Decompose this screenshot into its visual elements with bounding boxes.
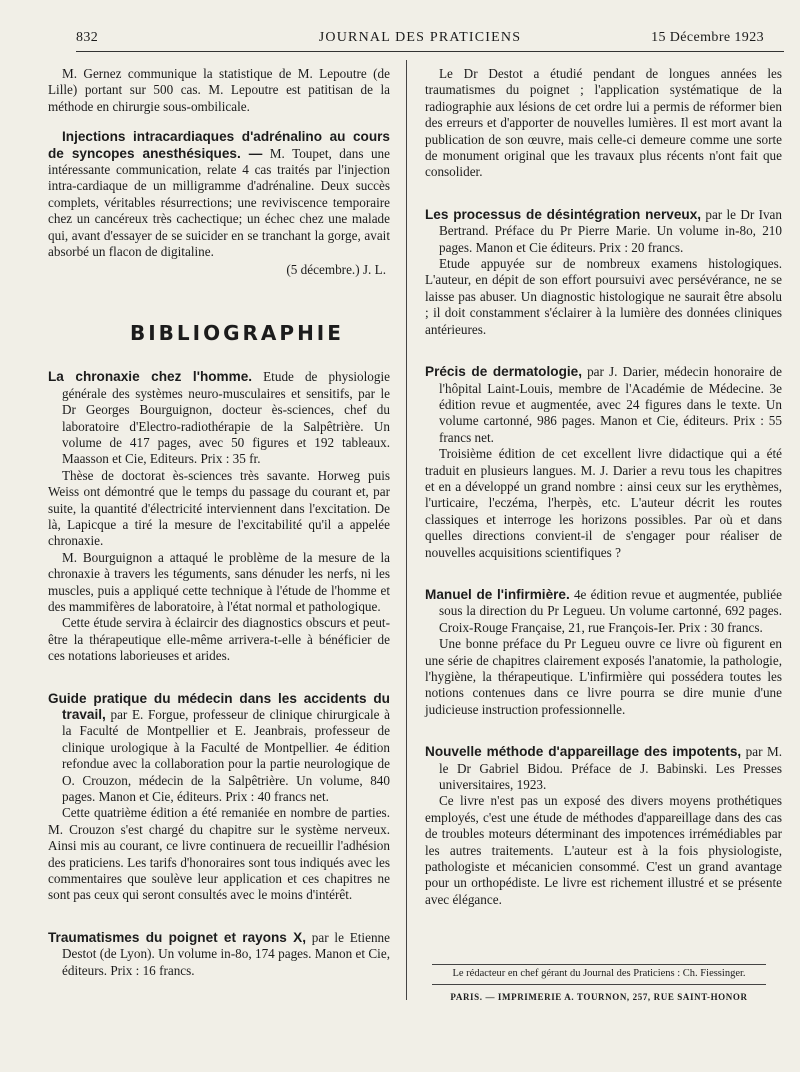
guide-title: Guide pratique du médecin dans les accidents du travail, xyxy=(48,690,390,722)
printer-line: PARIS. — IMPRIMERIE A. TOURNON, 257, RUE SAINT-HONOR xyxy=(450,992,748,1002)
manuel-ref-text: 4e édition revue et augmentée, publiée sous la direction du Pr Legueu. Un volume cartonné, 692 pages. Croix-Rouge Française, 21, rue François-Ier. Prix : 30 francs. xyxy=(439,586,782,635)
injections-text: M. Toupet, dans une intéressante communication, relate 4 cas traités par l'injection intra-cardiaque de un milligramme d'adrénaline. Deux succès complets, véritables résurrections; une reviviscence temporaire chez un cancéreux très cachectique; un échec chez une malade qui, avant d'essayer de se suicider en se tranchant la gorge, avait absorbé un flacon de digitaline. xyxy=(48,145,391,260)
page-header xyxy=(76,30,764,50)
footer-rule xyxy=(432,964,766,965)
traumatismes-reference xyxy=(48,930,390,979)
appareillage-review: Ce livre n'est pas un exposé des divers moyens prothétiques employés, c'est une étude de méthodes d'appareillage dans des cas de troubles moteurs déterminant des impotences irrémédiables par les autres traitements. L'auteur est à la fois physiologiste, pathologiste et mécanicien consommé. C'est un grand avantage pour un orthopédiste. Le livre est richement illustré et se présente avec élégance. xyxy=(425,793,782,907)
processus-review: Etude appuyée sur de nombreux examens histologiques. L'auteur, en dépit de son effort poursuivi avec persévérance, ne se laisse pas abuser. Un diagnostic histologique ne saurait être absolu ; il doit constamment s'éclairer à la lumière des données cliniques antérieures. xyxy=(425,256,782,337)
dermatologie-ref-text: par J. Darier, médecin honoraire de l'hôpital Laint-Louis, membre de l'Académie de Médecine. 3e édition revue et augmentée, avec 24 figures dans le texte. Un volume cartonné, 986 pages. Manon et Cie, éditeurs. Prix : 55 francs net. xyxy=(439,364,782,445)
appareillage-reference xyxy=(425,744,782,793)
gernez-paragraph: M. Gernez communique la statistique de M. Lepoutre (de Lille) portant sur 500 cas. M. Lepoutre est patitisan de la méthode en chirurgie sous-ombilicale. xyxy=(48,66,390,114)
traumatismes-title: Traumatismes du poignet et rayons X, xyxy=(48,929,306,945)
issue-date: 15 Décembre 1923 xyxy=(651,30,764,45)
dermatologie-title: Précis de dermatologie, xyxy=(425,364,582,380)
chronaxie-review-1: Thèse de doctorat ès-sciences très savante. Horweg puis Weiss ont démontré que le temps du passage du courant et, par suite, la quantité d'électricité interviennent dans l'excitation. De là, Lapicque a tiré la mesure de l'excitabilité qu'il a appelée chronaxie. xyxy=(48,467,390,549)
injections-title: Injections intracardiaques d'adrénalino au cours de syncopes anesthésiques. — xyxy=(48,129,390,161)
manuel-review: Une bonne préface du Pr Legueu ouvre ce livre où figurent en une série de chapitres clairement exposés l'anatomie, la pathologie, l'hygiène, la thérapeutique. L'infirmière qui possédera toutes les notions contenues dans ce livre pourra se dire munie d'une judicieuse instruction professionnelle. xyxy=(425,636,782,717)
journal-title: JOURNAL DES PRATICIENS xyxy=(318,30,522,45)
chronaxie-title: La chronaxie chez l'homme. xyxy=(48,369,253,385)
bibliographie-heading: BIBLIOGRAPHIE xyxy=(130,320,344,345)
processus-title: Les processus de désintégration nerveux, xyxy=(425,206,702,222)
guide-review: Cette quatrième édition a été remaniée en nombre de parties. M. Crouzon s'est chargé du chapitre sur le système nerveux. Ainsi mis au courant, ce livre continuera de recueillir l'adhésion des praticiens. Les tarifs d'honoraires sont tous indiqués avec les commentaires que soulève leur application et ces chapitres ne sont pas ceux qui seront consultés avec le moins d'intérêt. xyxy=(48,805,390,903)
processus-ref-text: par le Dr Ivan Bertrand. Préface du Pr Pierre Marie. Un volume in-8o, 210 pages. Manon et Cie éditeurs. Prix : 20 francs. xyxy=(439,206,783,255)
header-rule xyxy=(76,51,784,52)
left-column xyxy=(48,66,390,979)
chronaxie-reference xyxy=(48,369,390,467)
footer-rule-2 xyxy=(432,984,766,985)
manuel-title: Manuel de l'infirmière. xyxy=(425,586,570,602)
injections-entry xyxy=(48,129,390,260)
editor-line: Le rédacteur en chef gérant du Journal des Praticiens : Ch. Fiessinger. xyxy=(452,968,746,979)
signature: (5 décembre.) J. L. xyxy=(286,262,386,278)
guide-ref-text: par E. Forgue, professeur de clinique chirurgicale à la Faculté de Montpellier et E. Jeanbrais, professeur de clinique urologique à la Faculté de Montpellier. 4e édition refondue avec la collaboration pour la partie neurologique de O. Crouzon, médecin de la Salpêtrière. Un volume, 840 pages. Manon et Cie, éditeurs. Prix : 40 francs net. xyxy=(62,707,390,805)
destot-review: Le Dr Destot a étudié pendant de longues années les traumatismes du poignet ; l'application systématique de la radiographie aux lésions de cet ordre lui a permis de réformer bien des erreurs et d'apporter de nouvelles lumières. Il est mort avant la publication de son œuvre, mais celle-ci demeure comme une sorte de monument original que les travaux plus récents n'ont fait que consolider. xyxy=(425,66,782,180)
dermatologie-reference xyxy=(425,364,782,446)
chronaxie-review-2: M. Bourguignon a attaqué le problème de la mesure de la chronaxie à travers les téguments, sans dénuder les nerfs, ni les muscles, puis a appliqué cette technique à l'étude de l'homme et des mammifères de laboratoire, à l'état normal et pathologique. xyxy=(48,549,390,614)
dermatologie-review: Troisième édition de cet excellent livre didactique qui a été traduit en plusieurs langues. M. J. Darier a revu tous les chapitres et en a développé un grand nombre : ainsi ceux sur les erythèmes, l'urticaire, l'eczéma, l'herpès, etc. L'auteur décrit les routes classiques et interroge les horizons possibles. Par où et dans quelles directions convient-il de s'engager pour réaliser de nouvelles acquisitions scientifiques ? xyxy=(425,446,782,560)
appareillage-ref-text: par M. le Dr Gabriel Bidou. Préface de J. Babinski. Les Presses universitaires, 1923. xyxy=(439,744,782,793)
page-number: 832 xyxy=(76,30,99,45)
column-divider xyxy=(406,60,407,1000)
guide-reference xyxy=(48,691,390,806)
manuel-reference xyxy=(425,587,782,636)
traumatismes-ref-text: par le Etienne Destot (de Lyon). Un volume in-8o, 174 pages. Manon et Cie, éditeurs. Prix : 16 francs. xyxy=(62,929,390,978)
appareillage-title: Nouvelle méthode d'appareillage des impotents, xyxy=(425,744,742,760)
chronaxie-ref-text: Etude de physiologie générale des systèmes neuro-musculaires et sensitifs, par le Dr Georges Bourguignon, docteur ès-sciences, chef du laboratoire d'Electro-radiothérapie de la Salpêtrière. Un volume de 417 pages, avec 50 figures et 192 tableaux. Maasson et Cie, Editeurs. Prix : 35 fr. xyxy=(62,369,390,467)
chronaxie-review-3: Cette étude servira à éclaircir des diagnostics obscurs et peut-être la thérapeutique elle-même arrivera-t-elle à bénéficier de ces notations laborieuses et arides. xyxy=(48,615,390,664)
processus-reference xyxy=(425,207,782,256)
right-column xyxy=(425,66,782,908)
